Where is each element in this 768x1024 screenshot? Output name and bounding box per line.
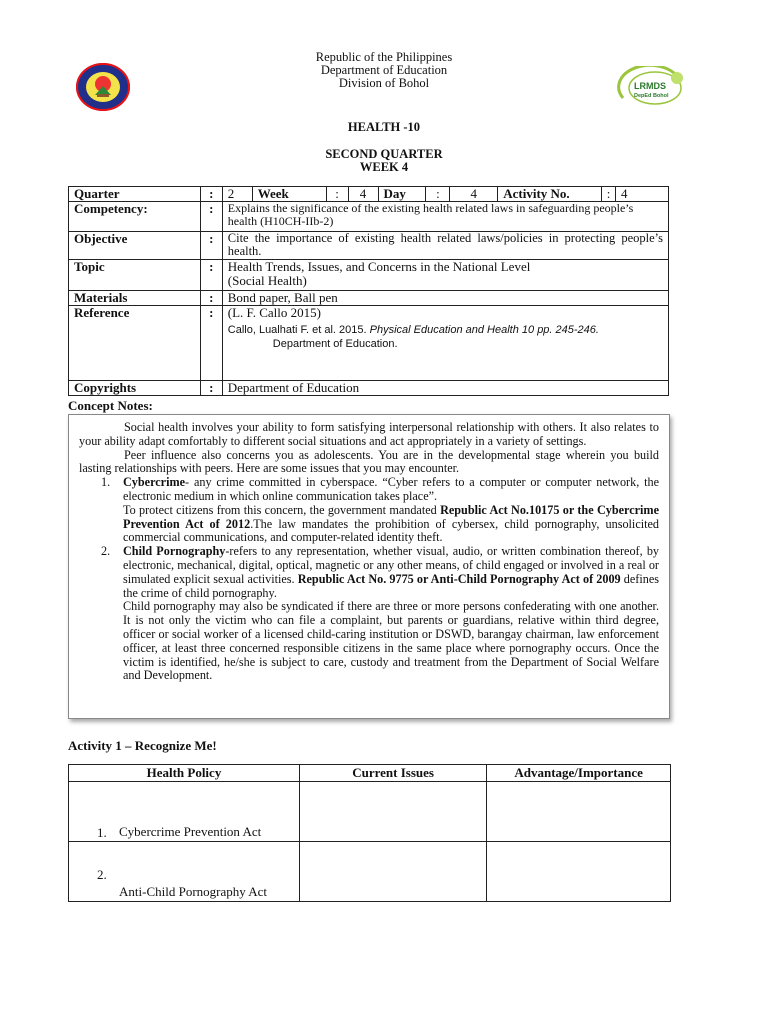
objective-row: Objective : Cite the importance of existing health related laws/policies in protecting people’s health. bbox=[69, 232, 669, 260]
concept-notes-box bbox=[68, 414, 670, 719]
materials-label: Materials bbox=[69, 291, 201, 306]
deped-seal-logo bbox=[75, 62, 131, 112]
topic-value: Health Trends, Issues, and Concerns in the National Level (Social Health) bbox=[222, 260, 668, 291]
policy-anti-child-pornography: 2. Anti-Child Pornography Act bbox=[69, 842, 300, 902]
concept-item-cybercrime: 1. Cybercrime- any crime committed in cyberspace. “Cyber refers to a computer or computer network, the electronic medium in which online communication takes place”. To protect citizens from this concern, the government mandated Republic Act No.10175 or the Cybercrime Prevention Act of 2012.The law mandates the prohibition of cybersex, child pornography, unsolicited commercial communications, and computer-related identity theft. bbox=[101, 475, 660, 545]
objective-value: Cite the importance of existing health related laws/policies in protecting people’s health. bbox=[222, 232, 668, 260]
svg-text:LRMDS: LRMDS bbox=[634, 81, 666, 91]
republic-line: Republic of the Philippines bbox=[315, 50, 453, 64]
concept-item-child-pornography: 2. Child Pornography-refers to any representation, whether visual, audio, or written combination thereof, by electronic, mechanical, digital, optical, magnetic or any other means, of child engaged or involved in a real or simulated explicit sexual activities. Republic Act No. 9775 or Anti-Child Pornography Act of 2009 defines the crime of child pornography. Child pornography may also be syndicated if there are three or more persons confederating with one another. It is not only the victim who can file a complaint, but parents or guardians, relative within third degree, officer or social worker of a licensed child-caring institution or DSWD, barangay chairman, law enforcement officer, at least three concerned responsible citizens in the same place where pornography occurs. Once the victim is identified, he/she is subject to care, custody and treatment from the Department of Social Welfare and Development. bbox=[101, 544, 660, 683]
col-advantage: Advantage/Importance bbox=[487, 765, 671, 782]
week-title: WEEK 4 bbox=[359, 160, 409, 174]
quarter-title: SECOND QUARTER bbox=[325, 147, 443, 161]
concept-paragraph-2: Peer influence also concerns you as adolescents. You are in the developmental stage wherein you build lasting relationships with peers. Here are some issues that you may encounter. bbox=[79, 447, 659, 476]
lrmds-logo bbox=[617, 66, 685, 108]
issues-cell-1[interactable] bbox=[299, 782, 486, 842]
quarter-row: Quarter : 2 Week : 4 Day : 4 Activity No. : 4 bbox=[69, 187, 669, 202]
issues-cell-2[interactable] bbox=[299, 842, 486, 902]
table-row bbox=[69, 782, 671, 842]
activity-no-value: 4 bbox=[616, 187, 669, 202]
table-row bbox=[69, 842, 671, 902]
department-line: Department of Education bbox=[320, 63, 448, 77]
division-line: Division of Bohol bbox=[338, 76, 430, 90]
reference-row: Reference : (L. F. Callo 2015) Callo, Lualhati F. et al. 2015. Physical Education and Health 10 pp. 245-246. Department of Education. bbox=[69, 306, 669, 381]
competency-row: Competency: : Explains the significance of the existing health related laws in safeguarding people’s health (H10CH-IIb-2) bbox=[69, 202, 669, 232]
concept-notes-title: Concept Notes: bbox=[68, 398, 153, 413]
materials-row: Materials : Bond paper, Ball pen bbox=[69, 291, 669, 306]
child-pornography-term: Child Pornography bbox=[123, 544, 226, 559]
col-health-policy: Health Policy bbox=[69, 765, 300, 782]
materials-value: Bond paper, Ball pen bbox=[222, 291, 668, 306]
quarter-label: Quarter bbox=[69, 187, 201, 202]
col-current-issues: Current Issues bbox=[299, 765, 486, 782]
week-label: Week bbox=[252, 187, 326, 202]
reference-label: Reference bbox=[69, 306, 201, 381]
quarter-value: 2 bbox=[222, 187, 252, 202]
ra-10175: Republic Act No.10175 or the Cybercrime Prevention Act of 2012 bbox=[123, 502, 659, 531]
objective-label: Objective bbox=[69, 232, 201, 260]
copyrights-label: Copyrights bbox=[69, 381, 201, 396]
svg-text:DepEd Bohol: DepEd Bohol bbox=[634, 93, 669, 99]
topic-row: Topic : Health Trends, Issues, and Concerns in the National Level (Social Health) bbox=[69, 260, 669, 291]
advantage-cell-2[interactable] bbox=[487, 842, 671, 902]
activity-title: Activity 1 – Recognize Me! bbox=[68, 738, 217, 753]
cybercrime-term: Cybercrime bbox=[123, 475, 186, 490]
concept-paragraph-1: Social health involves your ability to form satisfying interpersonal relationship with others. It also relates to your ability adapt comfortably to different social situations and act appropriately in a variety of settings. bbox=[79, 420, 659, 448]
subject-title: HEALTH -10 bbox=[347, 120, 421, 134]
copyrights-row: Copyrights : Department of Education bbox=[69, 381, 669, 396]
activity-table bbox=[68, 764, 671, 902]
reference-value: (L. F. Callo 2015) Callo, Lualhati F. et al. 2015. Physical Education and Health 10 pp. 245-246. Department of Education. bbox=[222, 306, 668, 381]
competency-label: Competency: bbox=[69, 202, 201, 232]
topic-label: Topic bbox=[69, 260, 201, 291]
ra-9775: Republic Act No. 9775 or Anti-Child Pornography Act of 2009 bbox=[297, 571, 621, 586]
week-value: 4 bbox=[348, 187, 378, 202]
policy-cybercrime: 1. Cybercrime Prevention Act bbox=[69, 782, 300, 842]
competency-value: Explains the significance of the existing health related laws in safeguarding people’s health (H10CH-IIb-2) bbox=[222, 202, 668, 232]
day-label: Day bbox=[378, 187, 426, 202]
advantage-cell-1[interactable] bbox=[487, 782, 671, 842]
activity-no-label: Activity No. bbox=[498, 187, 602, 202]
copyrights-value: Department of Education bbox=[222, 381, 668, 396]
lesson-info-table bbox=[68, 186, 669, 396]
day-value: 4 bbox=[450, 187, 498, 202]
